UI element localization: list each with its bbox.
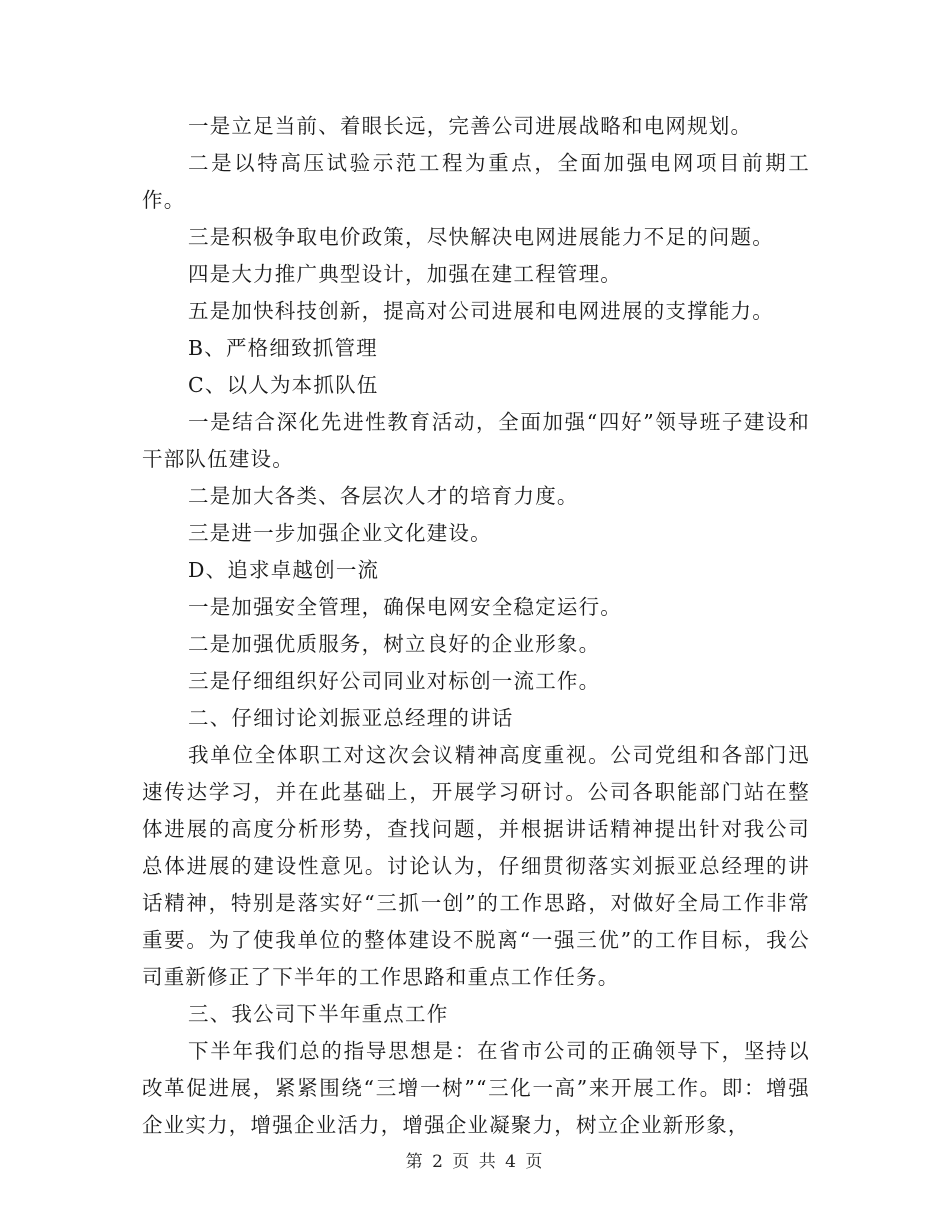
paragraph: 下半年我们总的指导思想是：在省市公司的正确领导下，坚持以改革促进展，紧紧围绕“三增一树”“三化一高”来开展工作。即：增强企业实力，增强企业活力，增强企业凝聚力，树立企业新形象， (142, 1039, 810, 1137)
paragraph: 二是加强优质服务，树立良好的企业形象。 (188, 632, 601, 656)
section-heading: C、以人为本抓队伍 (188, 373, 379, 397)
paragraph: 我单位全体职工对这次会议精神高度重视。公司党组和各部门迅速传达学习，并在此基础上，开展学习研讨。公司各职能部门站在整体进展的高度分析形势，查找问题，并根据讲话精神提出针对我公司总体进展的建设性意见。讨论认为，仔细贯彻落实刘振亚总经理的讲话精神，特别是落实好“三抓一创”的工作思路，对做好全局工作非常重要。为了使我单位的整体建设不脱离“一强三优”的工作目标，我公司重新修正了下半年的工作思路和重点工作任务。 (142, 743, 810, 989)
paragraph: 五是加快科技创新，提高对公司进展和电网进展的支撑能力。 (188, 299, 774, 323)
section-heading: B、严格细致抓管理 (188, 336, 378, 360)
paragraph: 二是以特高压试验示范工程为重点，全面加强电网项目前期工作。 (142, 151, 810, 212)
page-number-footer: 第 2 页 共 4 页 (405, 1152, 545, 1172)
paragraph: 三是积极争取电价政策，尽快解决电网进展能力不足的问题。 (188, 225, 774, 249)
paragraph: 一是加强安全管理，确保电网安全稳定运行。 (188, 595, 622, 619)
paragraph: 四是大力推广典型设计，加强在建工程管理。 (188, 262, 622, 286)
document-body (142, 108, 810, 1144)
paragraph: 二是加大各类、各层次人才的培育力度。 (188, 484, 579, 508)
section-heading: 二、仔细讨论刘振亚总经理的讲话 (188, 706, 514, 730)
section-heading: 三、我公司下半年重点工作 (188, 1002, 449, 1026)
paragraph: 三是仔细组织好公司同业对标创一流工作。 (188, 669, 601, 693)
paragraph: 一是结合深化先进性教育活动，全面加强“四好”领导班子建设和干部队伍建设。 (142, 410, 810, 471)
paragraph: 一是立足当前、着眼长远，完善公司进展战略和电网规划。 (188, 114, 753, 138)
paragraph: 三是进一步加强企业文化建设。 (188, 521, 492, 545)
section-heading: D、追求卓越创一流 (188, 558, 380, 582)
